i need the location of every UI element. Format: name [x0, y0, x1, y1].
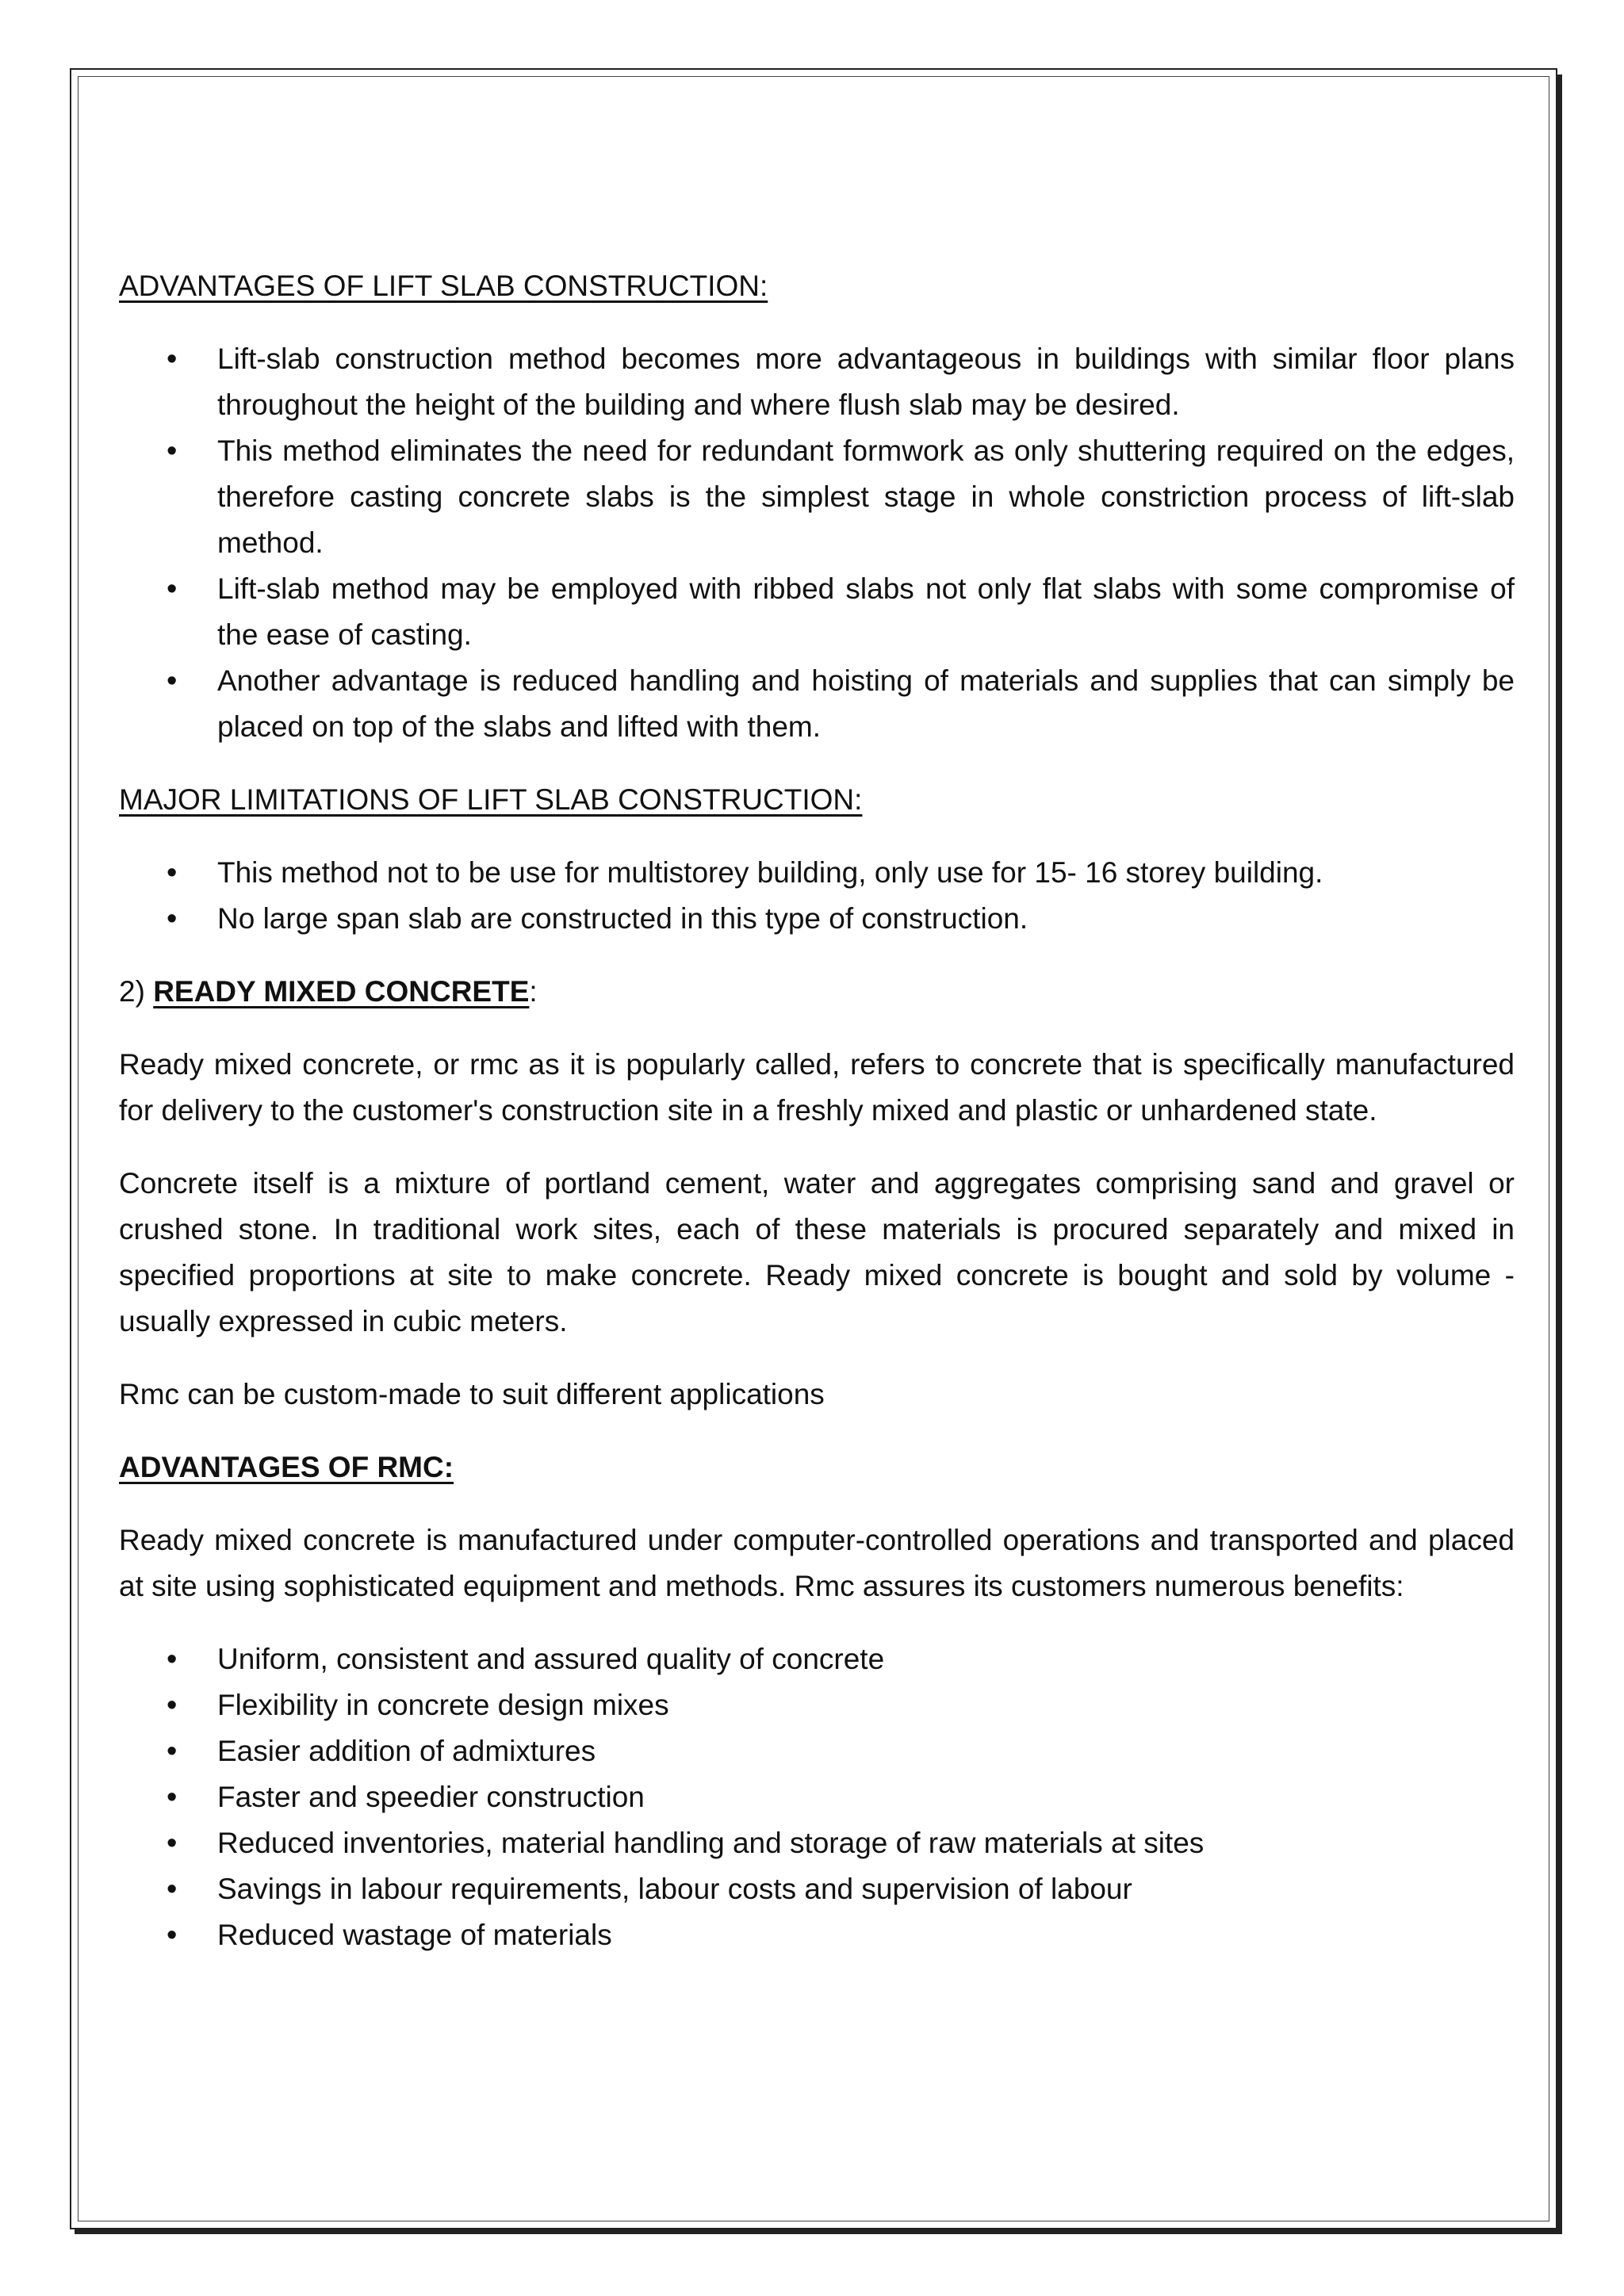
page-border-shadow — [75, 2229, 1562, 2234]
rmc-paragraph: Concrete itself is a mixture of portland cement, water and aggregates comprising sand and gravel or crushed stone. In traditional work sites, each of these materials is procured separately and mixed in specified proportions at site to make concrete. Ready mixed concrete is bought and sold by volume - usually expressed in cubic meters. — [119, 1167, 1515, 1337]
lift-slab-advantages-heading: ADVANTAGES OF LIFT SLAB CONSTRUCTION: — [119, 270, 768, 302]
section-title-text: READY MIXED CONCRETE — [153, 975, 530, 1008]
list-item: • Another advantage is reduced handling and hoisting of materials and supplies that can simply be placed on top of the slabs and lifted with them. — [119, 658, 1515, 750]
section-title-colon: : — [529, 975, 538, 1008]
rmc-paragraph: Rmc can be custom-made to suit different applications — [119, 1378, 825, 1410]
list-item: • Lift-slab method may be employed with ribbed slabs not only flat slabs with some compromise of the ease of casting. — [119, 566, 1515, 658]
lift-slab-limitations-heading: MAJOR LIMITATIONS OF LIFT SLAB CONSTRUCTION: — [119, 783, 863, 816]
list-item: • Easier addition of admixtures — [119, 1728, 1515, 1774]
list-item: • Savings in labour requirements, labour costs and supervision of labour — [119, 1866, 1515, 1912]
list-item: • Uniform, consistent and assured quality of concrete — [119, 1636, 1515, 1682]
ready-mixed-concrete-title — [119, 969, 1515, 1015]
list-item: • Faster and speedier construction — [119, 1774, 1515, 1820]
list-item: • Reduced wastage of materials — [119, 1912, 1515, 1958]
rmc-advantages-heading: ADVANTAGES OF RMC: — [119, 1451, 454, 1483]
rmc-advantages-list — [119, 1636, 1515, 1958]
rmc-paragraph: Ready mixed concrete, or rmc as it is popularly called, refers to concrete that is specifically manufactured for delivery to the customer's construction site in a freshly mixed and plastic or unhardened state. — [119, 1048, 1515, 1127]
list-item: • This method eliminates the need for redundant formwork as only shuttering required on the edges, therefore casting concrete slabs is the simplest stage in whole constriction process of lift-slab method. — [119, 428, 1515, 566]
rmc-advantages-intro: Ready mixed concrete is manufactured under computer-controlled operations and transported and placed at site using sophisticated equipment and methods. Rmc assures its customers numerous benefits: — [119, 1524, 1515, 1602]
document-body — [119, 263, 1515, 1985]
section-number: 2) — [119, 975, 145, 1008]
list-item: • Reduced inventories, material handling and storage of raw materials at sites — [119, 1820, 1515, 1866]
lift-slab-limitations-list — [119, 850, 1515, 942]
list-item: • Lift-slab construction method becomes more advantageous in buildings with similar floor plans throughout the height of the building and where flush slab may be desired. — [119, 336, 1515, 428]
lift-slab-advantages-list — [119, 336, 1515, 750]
list-item: • No large span slab are constructed in this type of construction. — [119, 896, 1515, 942]
list-item: • This method not to be use for multistorey building, only use for 15- 16 storey building. — [119, 850, 1515, 896]
list-item: • Flexibility in concrete design mixes — [119, 1682, 1515, 1728]
